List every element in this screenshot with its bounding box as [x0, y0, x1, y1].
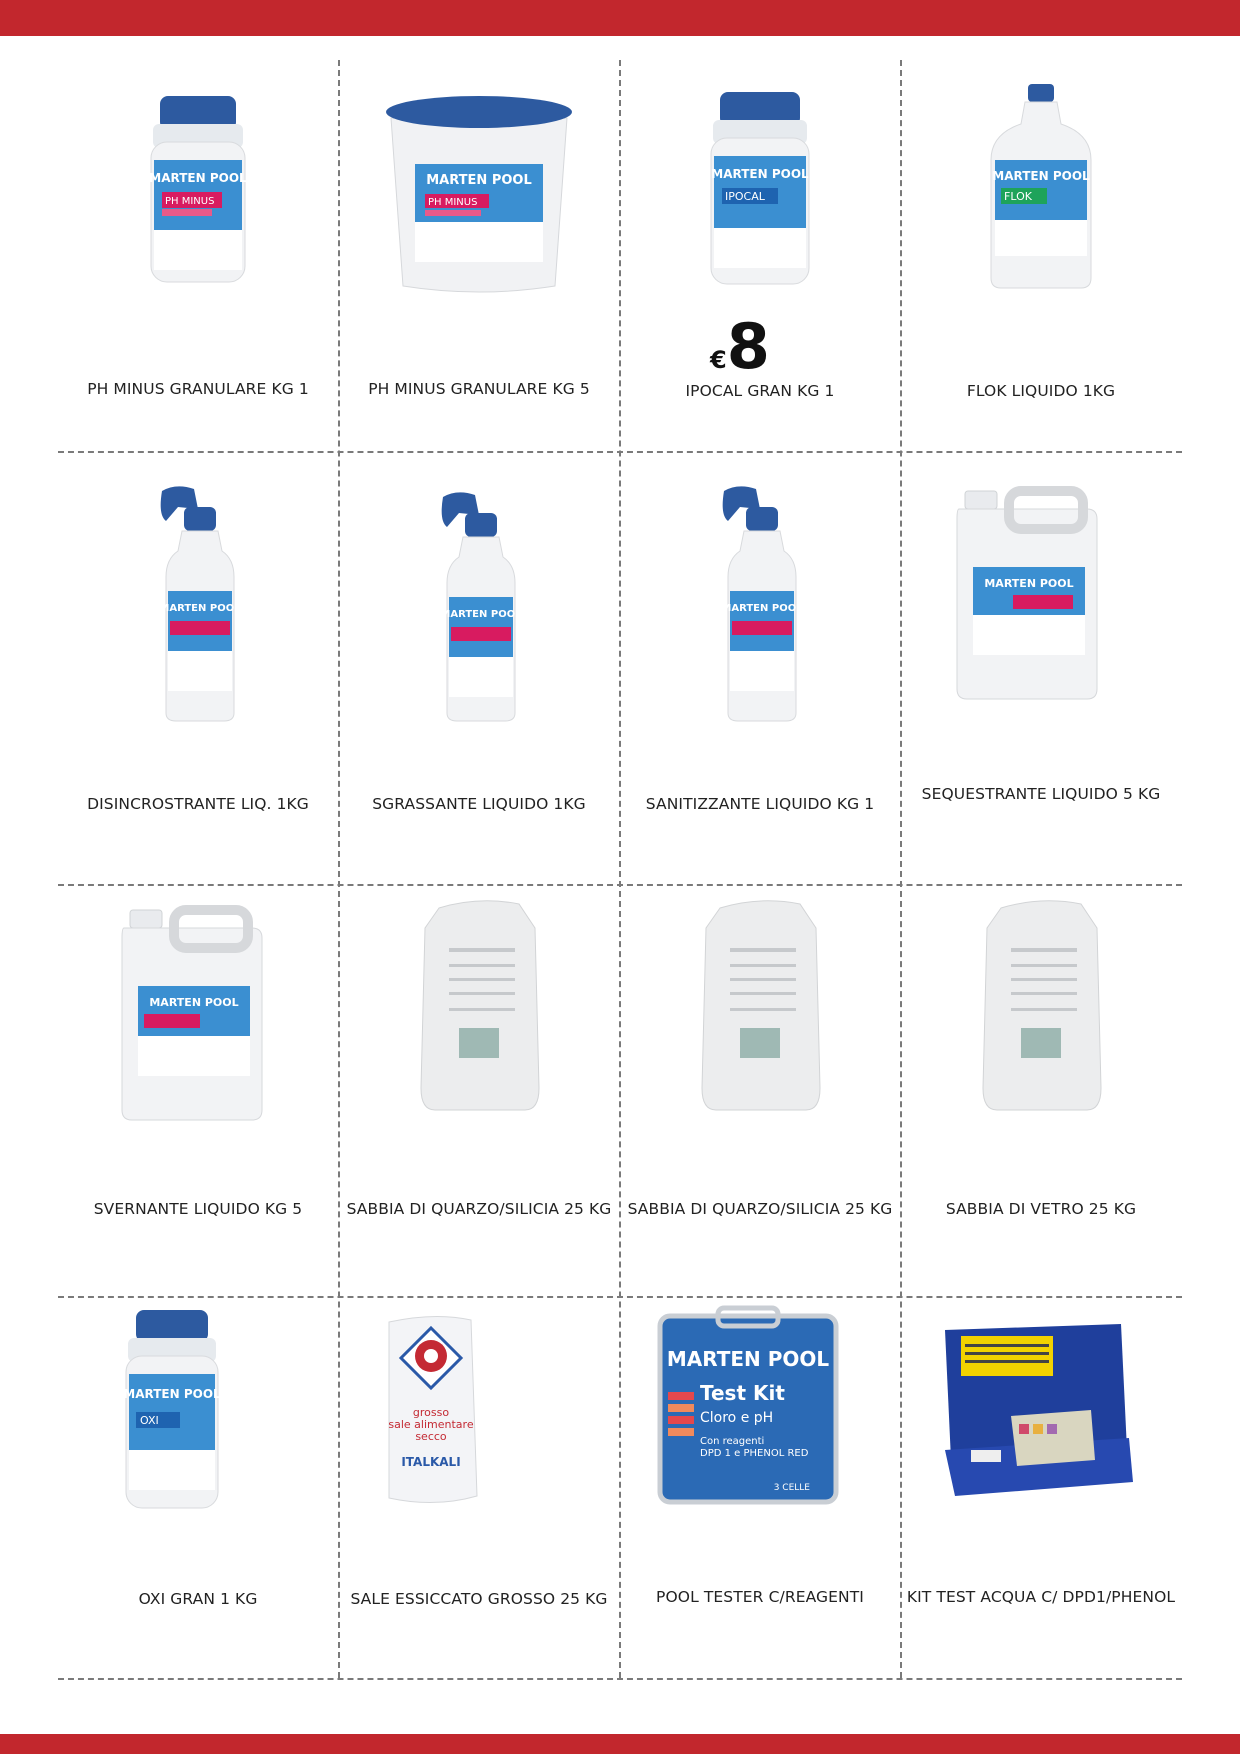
svg-text:PH MINUS: PH MINUS: [428, 197, 478, 208]
jerrycan-product-image: [901, 455, 1181, 715]
sand-bag-image: [901, 888, 1181, 1148]
product-card[interactable]: [901, 60, 1181, 450]
salt-bag-image: [339, 1300, 619, 1520]
svg-text:grosso: grosso: [412, 1406, 450, 1419]
product-card[interactable]: [58, 1300, 338, 1677]
svg-text:ITALKALI: ITALKALI: [401, 1455, 461, 1469]
svg-text:MARTEN POOL: MARTEN POOL: [149, 171, 247, 185]
product-name: SVERNANTE LIQUIDO KG 5: [93, 1200, 303, 1218]
spray-bottle-image: [620, 455, 900, 735]
product-name: PH MINUS GRANULARE KG 5: [368, 380, 590, 398]
water-test-kit-image: [901, 1300, 1181, 1520]
product-name: PH MINUS GRANULARE KG 1: [87, 380, 309, 398]
sand-bag-image: [339, 888, 619, 1148]
jar-product-image: [620, 60, 900, 300]
product-name: OXI GRAN 1 KG: [138, 1590, 258, 1608]
bucket-product-image: [339, 60, 619, 300]
svg-text:MARTEN POOL: MARTEN POOL: [159, 603, 241, 614]
product-card[interactable]: [339, 455, 619, 883]
product-name: IPOCAL GRAN KG 1: [685, 382, 835, 400]
product-card[interactable]: [58, 455, 338, 883]
product-name: SANITIZZANTE LIQUIDO KG 1: [645, 795, 875, 813]
product-card[interactable]: [901, 455, 1181, 883]
product-name: FLOK LIQUIDO 1KG: [966, 382, 1116, 400]
product-card[interactable]: [620, 888, 900, 1295]
svg-text:Con reagenti: Con reagenti: [700, 1436, 765, 1447]
svg-text:MARTEN POOL: MARTEN POOL: [149, 996, 239, 1009]
product-card[interactable]: [620, 1300, 900, 1677]
product-card[interactable]: [339, 60, 619, 450]
product-name: POOL TESTER C/REAGENTI: [656, 1588, 864, 1606]
svg-text:3 CELLE: 3 CELLE: [773, 1483, 810, 1493]
grid-divider: [58, 1678, 1182, 1680]
jar-product-image: [58, 60, 338, 300]
svg-text:FLOK: FLOK: [1004, 190, 1032, 203]
svg-text:MARTEN POOL: MARTEN POOL: [992, 169, 1090, 183]
svg-text:MARTEN POOL: MARTEN POOL: [984, 577, 1074, 590]
svg-text:Test Kit: Test Kit: [700, 1381, 785, 1405]
spray-bottle-image: [339, 455, 619, 735]
product-card[interactable]: [58, 888, 338, 1295]
product-name: SABBIA DI QUARZO/SILICIA 25 KG: [627, 1200, 893, 1218]
bottom-red-band: [0, 1734, 1240, 1754]
svg-text:sale alimentare: sale alimentare: [388, 1418, 474, 1431]
product-card[interactable]: [620, 455, 900, 883]
svg-text:DPD 1 e PHENOL RED: DPD 1 e PHENOL RED: [700, 1448, 809, 1459]
svg-text:PH MINUS: PH MINUS: [165, 196, 215, 207]
product-card[interactable]: [58, 60, 338, 450]
svg-text:MARTEN POOL: MARTEN POOL: [123, 1387, 221, 1401]
svg-text:secco: secco: [415, 1430, 447, 1443]
svg-text:MARTEN POOL: MARTEN POOL: [721, 603, 803, 614]
product-card[interactable]: [339, 1300, 619, 1677]
product-name: KIT TEST ACQUA C/ DPD1/PHENOL: [906, 1588, 1176, 1606]
product-name: SABBIA DI VETRO 25 KG: [945, 1200, 1137, 1218]
product-card[interactable]: [901, 1300, 1181, 1677]
spray-bottle-image: [58, 455, 338, 735]
product-name: SABBIA DI QUARZO/SILICIA 25 KG: [346, 1200, 612, 1218]
svg-text:MARTEN POOL: MARTEN POOL: [666, 1347, 830, 1371]
jerrycan-product-image: [58, 888, 338, 1148]
product-card[interactable]: [901, 888, 1181, 1295]
svg-text:MARTEN POOL: MARTEN POOL: [711, 167, 809, 181]
price-tag: €8: [710, 310, 768, 383]
svg-text:Cloro e pH: Cloro e pH: [700, 1410, 774, 1426]
product-name: SGRASSANTE LIQUIDO 1KG: [372, 795, 586, 813]
jar-product-image: [58, 1300, 338, 1520]
product-card[interactable]: [620, 60, 900, 450]
bottle-product-image: [901, 60, 1181, 300]
test-kit-case-image: [620, 1300, 900, 1520]
svg-text:OXI: OXI: [140, 1414, 159, 1427]
top-red-band: [0, 0, 1240, 36]
sand-bag-image: [620, 888, 900, 1148]
product-name: DISINCROSTRANTE LIQ. 1KG: [87, 795, 309, 813]
product-name: SALE ESSICCATO GROSSO 25 KG: [350, 1590, 608, 1608]
product-card[interactable]: [339, 888, 619, 1295]
product-name: SEQUESTRANTE LIQUIDO 5 KG: [921, 785, 1161, 803]
svg-text:MARTEN POOL: MARTEN POOL: [440, 609, 522, 620]
svg-text:IPOCAL: IPOCAL: [725, 190, 765, 203]
svg-text:MARTEN POOL: MARTEN POOL: [426, 173, 532, 188]
